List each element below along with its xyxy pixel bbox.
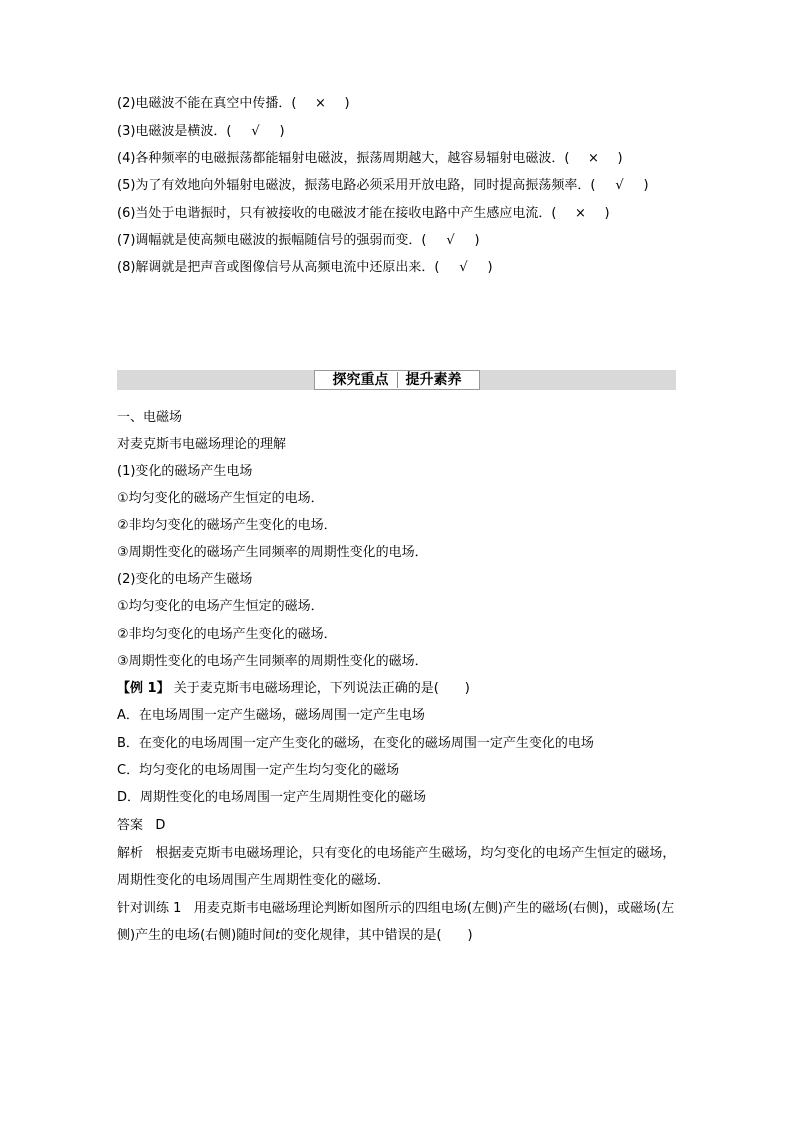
banner-divider <box>397 372 398 388</box>
banner-title-left: 探究重点 <box>332 372 389 388</box>
judgment-item: (4)各种频率的电磁振荡都能辐射电磁波，振荡周期越大，越容易辐射电磁波．( × ) <box>117 151 623 166</box>
cross-mark: × <box>315 96 326 111</box>
part2-title: (2)变化的电场产生磁场 <box>117 572 253 587</box>
answer-label: 答案 <box>117 818 144 833</box>
banner-title-box <box>314 370 480 390</box>
cross-mark: × <box>575 206 586 221</box>
check-mark: √ <box>615 178 624 193</box>
list-item: ①均匀变化的电场产生恒定的磁场． <box>117 599 324 614</box>
example-tag: 【例 1】 <box>117 681 170 696</box>
check-mark: √ <box>459 260 468 275</box>
part1-title: (1)变化的磁场产生电场 <box>117 464 253 479</box>
banner-title-right: 提升素养 <box>405 372 462 388</box>
list-item: ③周期性变化的磁场产生同频率的周期性变化的电场． <box>117 545 428 560</box>
judgment-item: (8)解调就是把声音或图像信号从高频电流中还原出来．( √ ) <box>117 260 493 275</box>
training-label: 针对训练 1 <box>117 901 182 916</box>
judgment-item: (7)调幅就是使高频电磁波的振幅随信号的强弱而变．( √ ) <box>117 233 480 248</box>
answer-value: D <box>155 818 166 833</box>
section-heading: 一、电磁场 <box>117 410 183 425</box>
option-b: B．在变化的电场周围一定产生变化的磁场，在变化的磁场周围一定产生变化的电场 <box>117 736 594 751</box>
check-mark: √ <box>251 124 260 139</box>
check-mark: √ <box>446 233 455 248</box>
list-item: ②非均匀变化的磁场产生变化的电场． <box>117 518 337 533</box>
example-question: 【例 1】 关于麦克斯韦电磁场理论，下列说法正确的是( ) <box>117 681 470 696</box>
option-d: D．周期性变化的电场周围一定产生周期性变化的磁场 <box>117 790 427 805</box>
judgment-item: (2)电磁波不能在真空中传播．( × ) <box>117 96 350 111</box>
section-banner <box>117 370 676 390</box>
answer-line <box>117 817 165 835</box>
list-item: ③周期性变化的电场产生同频率的周期性变化的磁场． <box>117 654 428 669</box>
option-a: A．在电场周围一定产生磁场，磁场周围一定产生电场 <box>117 708 425 723</box>
time-variable: t <box>275 928 281 943</box>
section-subheading: 对麦克斯韦电磁场理论的理解 <box>117 437 287 452</box>
list-item: ②非均匀变化的电场产生变化的磁场． <box>117 627 337 642</box>
list-item: ①均匀变化的磁场产生恒定的电场． <box>117 491 324 506</box>
option-c: C．均匀变化的电场周围一定产生均匀变化的磁场 <box>117 763 400 778</box>
analysis-paragraph: 解析 根据麦克斯韦电磁场理论，只有变化的电场能产生磁场，均匀变化的电场产生恒定的磁场，周期性变化的电场周围产生周期性变化的磁场． <box>117 846 676 888</box>
analysis-label: 解析 <box>117 846 144 861</box>
cross-mark: × <box>588 151 599 166</box>
judgment-item: (3)电磁波是横波．( √ ) <box>117 124 285 139</box>
judgment-item: (6)当处于电谐振时，只有被接收的电磁波才能在接收电路中产生感应电流．( × ) <box>117 206 610 221</box>
judgment-item: (5)为了有效地向外辐射电磁波，振荡电路必须采用开放电路，同时提高振荡频率．( √ ) <box>117 178 649 193</box>
training-paragraph: 针对训练 1 用麦克斯韦电磁场理论判断如图所示的四组电场(左侧)产生的磁场(右侧)，或磁场(左侧)产生的电场(右侧)随时间t的变化规律，其中错误的是( ) <box>117 901 675 943</box>
